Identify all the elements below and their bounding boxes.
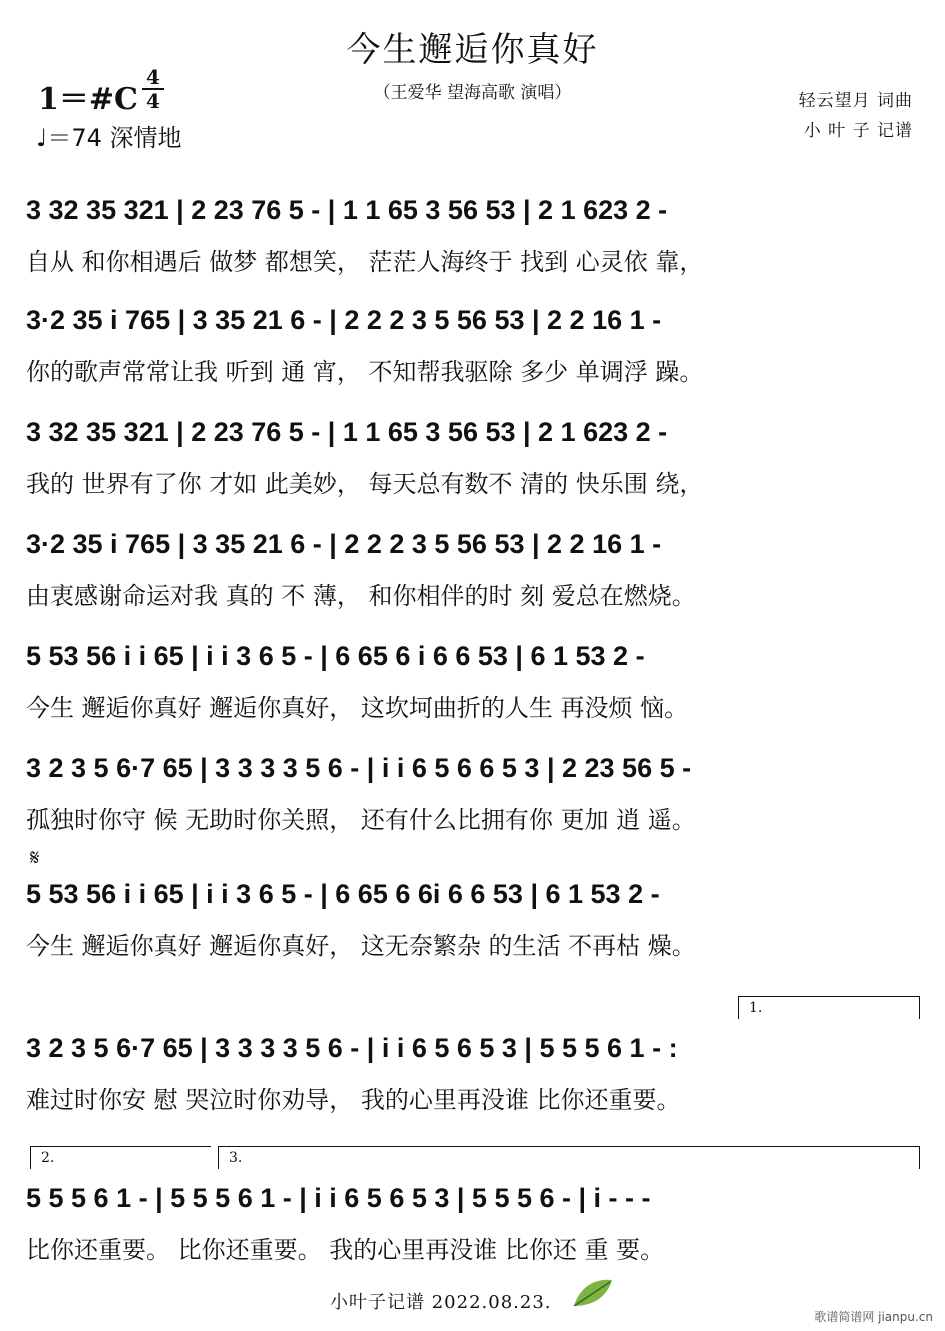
ending-2-bracket: 2. bbox=[30, 1146, 211, 1169]
leaf-icon bbox=[570, 1276, 614, 1314]
row-notes: 3 32 35 321 | 2 23 76 5 - | 1 1 65 3 56 53 | 2 1 623 2 - bbox=[26, 195, 668, 225]
watermark: 歌谱简谱网 jianpu.cn bbox=[814, 1310, 933, 1324]
row-notes: 3 32 35 321 | 2 23 76 5 - | 1 1 65 3 56 53 | 2 1 623 2 - bbox=[26, 417, 668, 447]
row-notes: 3·2 35 i 765 | 3 35 21 6 - | 2 2 2 3 5 56 53 | 2 2 16 1 - bbox=[26, 529, 662, 559]
ending-1-bracket: 1. bbox=[738, 996, 920, 1019]
row-notes: 5 5 5 6 1 - | 5 5 5 6 1 - | i i 6 5 6 5 3 | 5 5 5 6 - | i - - - bbox=[26, 1183, 651, 1213]
song-title: 今生邂逅你真好 bbox=[346, 30, 599, 70]
credits bbox=[799, 86, 913, 146]
row-lyrics: 我的 世界有了你 才如 此美妙， 每天总有数不 清的 快乐围 绕， bbox=[26, 470, 704, 498]
row-notes: 3 2 3 5 6·7 65 | 3 3 3 3 5 6 - | i i 6 5 6 6 5 3 | 2 23 56 5 - bbox=[26, 753, 692, 783]
time-top: 4 bbox=[146, 65, 160, 89]
row-lyrics: 自从 和你相遇后 做梦 都想笑， 茫茫人海终于 找到 心灵依 靠， bbox=[26, 248, 704, 276]
row-notes: 3 2 3 5 6·7 65 | 3 3 3 3 5 6 - | i i 6 5 6 5 3 | 5 5 5 6 1 - : bbox=[26, 1033, 678, 1063]
key-signature: 1＝#C bbox=[38, 82, 138, 117]
row-lyrics: 今生 邂逅你真好 邂逅你真好， 这坎坷曲折的人生 再没烦 恼。 bbox=[26, 694, 689, 722]
row-notes: 5 53 56 i i 65 | i i 3 6 5 - | 6 65 6 6i 6 6 53 | 6 1 53 2 - bbox=[26, 879, 660, 909]
time-signature bbox=[142, 66, 164, 112]
credit-transcriber: 小 叶 子 记谱 bbox=[803, 121, 913, 141]
row-notes: 3·2 35 i 765 | 3 35 21 6 - | 2 2 2 3 5 56 53 | 2 2 16 1 - bbox=[26, 305, 662, 335]
row-lyrics: 孤独时你守 候 无助时你关照， 还有什么比拥有你 更加 逍 遥。 bbox=[26, 806, 696, 834]
row-lyrics: 你的歌声常常让我 听到 通 宵， 不知帮我驱除 多少 单调浮 躁。 bbox=[26, 358, 704, 386]
row-lyrics: 比你还重要。 比你还重要。 我的心里再没谁 比你还 重 要。 bbox=[26, 1236, 665, 1264]
performer-note: （王爱华 望海高歌 演唱） bbox=[373, 83, 572, 103]
tempo-marking: ♩＝74 深情地 bbox=[36, 124, 182, 152]
ending-3-bracket: 3. bbox=[218, 1146, 920, 1169]
row-notes: 5 53 56 i i 65 | i i 3 6 5 - | 6 65 6 i 6 6 53 | 6 1 53 2 - bbox=[26, 641, 645, 671]
segno-sign: 𝄋 bbox=[30, 846, 40, 871]
row-lyrics: 难过时你安 慰 哭泣时你劝导， 我的心里再没谁 比你还重要。 bbox=[26, 1086, 681, 1114]
row-lyrics: 由衷感谢命运对我 真的 不 薄， 和你相伴的时 刻 爱总在燃烧。 bbox=[26, 582, 696, 610]
row-lyrics: 今生 邂逅你真好 邂逅你真好， 这无奈繁杂 的生活 不再枯 燥。 bbox=[26, 932, 696, 960]
time-line: 4 bbox=[142, 88, 164, 112]
transcriber-footer: 小叶子记谱 2022.08.23. bbox=[330, 1292, 552, 1313]
credit-composer: 轻云望月 词曲 bbox=[798, 91, 913, 111]
